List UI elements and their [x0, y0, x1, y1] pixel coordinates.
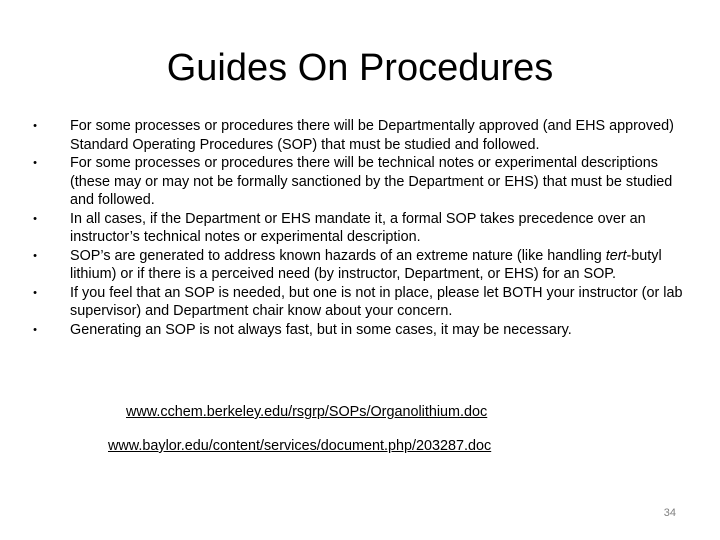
- bullet-text-part: -butyl lithium) or if there is a perceived need (by instructor, Department, or EHS) for an SOP.: [70, 247, 662, 282]
- bullet-text: In all cases, if the Department or EHS mandate it, a formal SOP takes precedence over an instructor’s technical notes or experimental description.: [70, 210, 646, 245]
- bullet-item: [33, 321, 690, 340]
- bullet-item: [33, 284, 690, 321]
- bullet-marker: •: [33, 212, 37, 225]
- bullet-text-italic: tert: [605, 247, 627, 264]
- bullet-text: [70, 248, 662, 283]
- bullet-item: [33, 117, 690, 154]
- bullet-item: [33, 154, 690, 210]
- page-number: 34: [663, 507, 676, 519]
- bullet-marker: •: [33, 286, 37, 299]
- bullet-list: [33, 117, 690, 339]
- baylor-document-link[interactable]: www.baylor.edu/content/services/document.php/203287.doc: [108, 438, 492, 454]
- bullet-marker: •: [33, 157, 37, 169]
- bullet-item: [33, 210, 690, 247]
- bullet-text: If you feel that an SOP is needed, but one is not in place, please let BOTH your instructor (or lab supervisor) and Department chair know about your concern.: [70, 284, 683, 319]
- bullet-item: [33, 247, 690, 284]
- bullet-text-part: SOP’s are generated to address known hazards of an extreme nature (like handling: [70, 247, 606, 264]
- bullet-text: For some processes or procedures there will be technical notes or experimental descriptions (these may or may not be formally sanctioned by the Department or EHS) that must be studied and followed.: [70, 155, 673, 208]
- bullet-marker: •: [33, 323, 37, 336]
- bullet-marker: •: [33, 249, 37, 262]
- bullet-marker: •: [33, 120, 37, 132]
- bullet-text: Generating an SOP is not always fast, but in some cases, it may be necessary.: [70, 321, 572, 338]
- berkeley-sop-link[interactable]: www.cchem.berkeley.edu/rsgrp/SOPs/Organolithium.doc: [126, 404, 488, 420]
- bullet-text: For some processes or procedures there will be Departmentally approved (and EHS approved) Standard Operating Procedures (SOP) that must be studied and followed.: [70, 118, 674, 153]
- slide-title: Guides On Procedures: [166, 47, 554, 89]
